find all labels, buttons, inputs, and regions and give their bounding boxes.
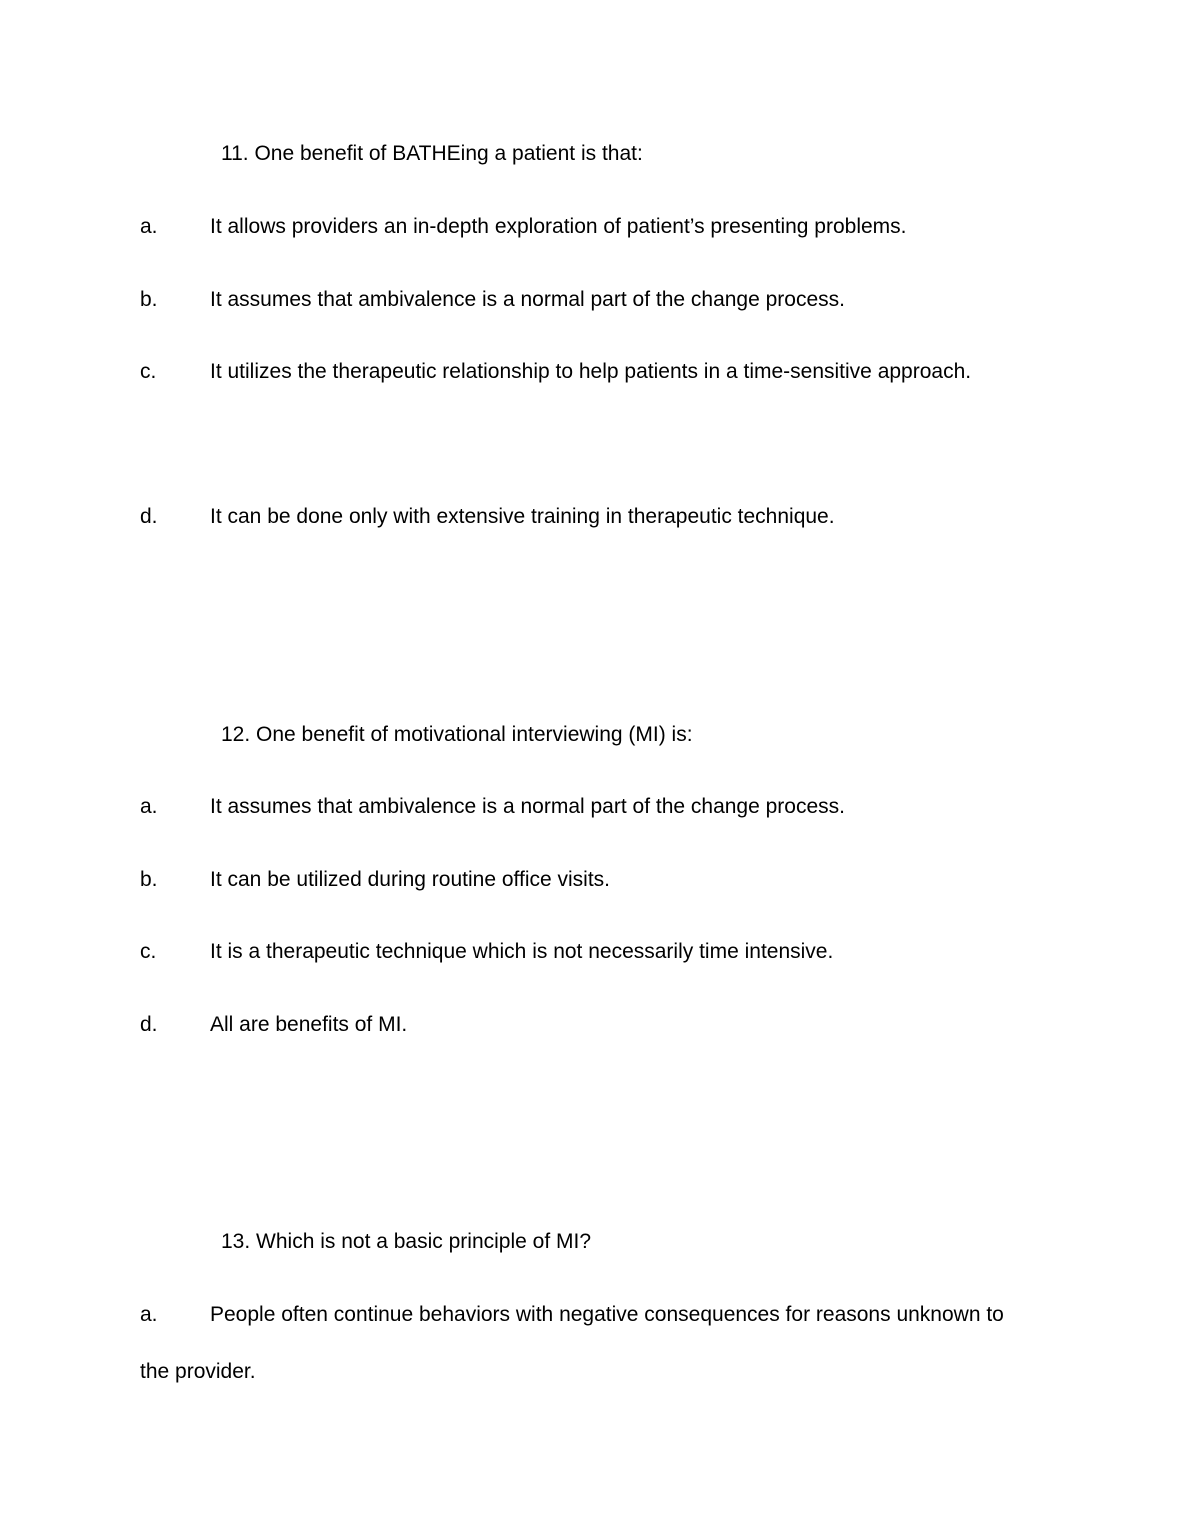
option-letter: c.	[140, 360, 157, 383]
question-11-title: 11. One benefit of BATHEing a patient is that:	[221, 142, 643, 165]
question-11-option-b	[140, 288, 845, 312]
option-text: It can be done only with extensive training in therapeutic technique.	[210, 505, 835, 528]
option-text: It is a therapeutic technique which is not necessarily time intensive.	[210, 940, 834, 963]
question-11-option-c	[140, 360, 971, 384]
option-letter: c.	[140, 940, 157, 963]
question-12-option-a	[140, 795, 845, 819]
question-12-option-b	[140, 868, 610, 892]
option-text: People often continue behaviors with negative consequences for reasons unknown to	[210, 1303, 1004, 1326]
question-12-option-d	[140, 1013, 407, 1037]
option-letter: b.	[140, 868, 158, 891]
option-letter: a.	[140, 215, 158, 238]
question-11-option-d	[140, 505, 835, 529]
question-12-option-c	[140, 940, 833, 964]
option-letter: a.	[140, 1303, 158, 1326]
question-13-option-a-continuation: the provider.	[140, 1360, 256, 1383]
option-text: It assumes that ambivalence is a normal part of the change process.	[210, 795, 845, 818]
option-letter: b.	[140, 288, 158, 311]
option-letter: d.	[140, 505, 158, 528]
question-12-title: 12. One benefit of motivational interviewing (MI) is:	[221, 723, 693, 746]
option-text: It can be utilized during routine office visits.	[210, 868, 610, 891]
option-text: It utilizes the therapeutic relationship to help patients in a time-sensitive approach.	[210, 360, 972, 383]
option-text: It assumes that ambivalence is a normal part of the change process.	[210, 288, 845, 311]
option-text: All are benefits of MI.	[210, 1013, 408, 1036]
question-13-option-a	[140, 1303, 1004, 1327]
option-letter: a.	[140, 795, 158, 818]
question-13-title: 13. Which is not a basic principle of MI?	[221, 1230, 592, 1253]
question-11-option-a	[140, 215, 907, 239]
option-text: It allows providers an in-depth exploration of patient’s presenting problems.	[210, 215, 907, 238]
option-letter: d.	[140, 1013, 158, 1036]
